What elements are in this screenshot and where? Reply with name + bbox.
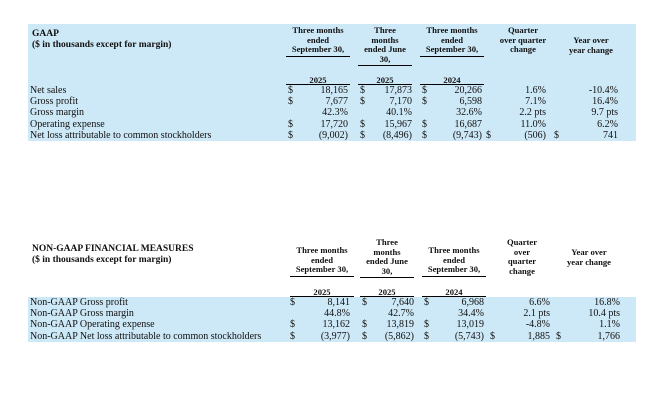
gaap-cell-v2: 40.1% (386, 107, 412, 119)
nongaap-cell-v3: 13,019 (456, 319, 484, 331)
nongaap-cell-v5: 1.1% (599, 319, 620, 331)
gaap-cell-v3: 16,687 (454, 118, 482, 130)
gaap-row-label: Gross profit (30, 96, 79, 108)
gaap-cell-s3: $ (422, 96, 427, 108)
nongaap-cell-s5: $ (556, 330, 561, 342)
gaap-cell-v5: 9.7 pts (591, 107, 618, 119)
nongaap-cell-v4: 6.6% (529, 297, 550, 308)
gaap-cell-v4: (506) (524, 129, 546, 141)
nongaap-year-1: 2025 (313, 287, 331, 297)
gaap-cell-v4: 1.6% (525, 85, 546, 96)
gaap-cell-v1: 17,720 (320, 118, 348, 130)
nongaap-row-label: Non-GAAP Gross margin (30, 308, 134, 320)
gaap-cell-v4: 2.2 pts (519, 107, 546, 119)
gaap-table-row (28, 85, 636, 96)
gaap-col-q3-2025: Three months ended September 30, (286, 26, 350, 57)
gaap-year-3: 2024 (443, 75, 461, 85)
nongaap-cell-v2: 13,819 (386, 319, 414, 331)
nongaap-cell-v3: 6,968 (461, 297, 484, 308)
gaap-row-label: Operating expense (30, 118, 105, 130)
gaap-cell-v3: 20,266 (454, 85, 482, 96)
gaap-cell-v4: 7.1% (525, 96, 546, 108)
nongaap-col-q3-2025: Three months ended September 30, (290, 246, 354, 277)
gaap-cell-v5: 16.4% (592, 96, 618, 108)
gaap-cell-v5: 6.2% (597, 118, 618, 130)
nongaap-cell-s1: $ (290, 297, 295, 308)
gaap-cell-v5: -10.4% (588, 85, 618, 96)
nongaap-cell-v2: (5,862) (384, 330, 414, 342)
gaap-table-row (28, 119, 636, 130)
nongaap-cell-v3: (5,743) (454, 330, 484, 342)
nongaap-header (28, 236, 636, 287)
gaap-cell-v2: 7,170 (389, 96, 412, 108)
gaap-cell-s5: $ (554, 129, 559, 141)
gaap-cell-s1: $ (288, 85, 293, 96)
nongaap-col-qoq: Quarter over quarter change (506, 237, 538, 276)
gaap-cell-v2: (8,496) (382, 129, 412, 141)
nongaap-cell-s3: $ (424, 319, 429, 331)
gaap-cell-s2: $ (360, 96, 365, 108)
nongaap-cell-s2: $ (362, 319, 367, 331)
nongaap-cell-v5: 16.8% (594, 297, 620, 308)
nongaap-row-label: Non-GAAP Operating expense (30, 319, 155, 331)
nongaap-table-row (28, 308, 636, 319)
gaap-cell-s2: $ (360, 129, 365, 141)
nongaap-cell-s2: $ (362, 330, 367, 342)
nongaap-years (28, 287, 636, 297)
nongaap-year-3: 2024 (445, 287, 463, 297)
gaap-col-q2-2025: Three months ended June 30, (358, 26, 412, 66)
gaap-col-q3-2024: Three months ended September 30, (420, 26, 484, 57)
gaap-cell-s4: $ (486, 129, 491, 141)
nongaap-row-label: Non-GAAP Net loss attributable to common stockholders (30, 330, 262, 342)
gaap-row-label: Gross margin (30, 107, 84, 119)
nongaap-col-yoy: Year over year change (567, 247, 611, 267)
nongaap-cell-s2: $ (362, 297, 367, 308)
nongaap-cell-v2: 42.7% (388, 308, 414, 320)
nongaap-cell-v4: -4.8% (525, 319, 550, 331)
nongaap-table-row (28, 331, 636, 342)
gaap-cell-s2: $ (360, 85, 365, 96)
nongaap-cell-s1: $ (290, 330, 295, 342)
gaap-year-1: 2025 (309, 75, 327, 85)
nongaap-cell-s3: $ (424, 297, 429, 308)
nongaap-cell-v5: 1,766 (597, 330, 620, 342)
gaap-cell-v3: 6,598 (459, 96, 482, 108)
gaap-years (28, 75, 636, 85)
gaap-table-row (28, 130, 636, 141)
gaap-table-row (28, 107, 636, 118)
gaap-rows (28, 85, 636, 141)
gaap-cell-v4: 11.0% (520, 118, 546, 130)
gaap-col-qoq: Quarter over quarter change (499, 25, 547, 55)
nongaap-cell-v1: 13,162 (322, 319, 350, 331)
gaap-cell-v1: (9,002) (318, 129, 348, 141)
nongaap-cell-v5: 10.4 pts (588, 308, 620, 320)
gaap-cell-v2: 17,873 (384, 85, 412, 96)
nongaap-col-q3-2024: Three months ended September 30, (422, 246, 486, 277)
nongaap-cell-s4: $ (490, 330, 495, 342)
nongaap-title: NON-GAAP FINANCIAL MEASURES ($ in thousands except for margin) (32, 244, 194, 265)
gaap-cell-s1: $ (288, 96, 293, 108)
gaap-cell-s1: $ (288, 118, 293, 130)
gaap-cell-v1: 42.3% (322, 107, 348, 119)
nongaap-cell-v3: 34.4% (458, 308, 484, 320)
nongaap-cell-v4: 2.1 pts (523, 308, 550, 320)
nongaap-table-row (28, 297, 636, 308)
gaap-cell-v1: 7,677 (325, 96, 348, 108)
nongaap-cell-v1: 8,141 (327, 297, 350, 308)
nongaap-cell-v4: 1,885 (527, 330, 550, 342)
gaap-header (28, 24, 636, 75)
nongaap-row-label: Non-GAAP Gross profit (30, 297, 128, 308)
nongaap-cell-s1: $ (290, 319, 295, 331)
nongaap-cell-s3: $ (424, 330, 429, 342)
gaap-row-label: Net loss attributable to common stockholders (30, 129, 212, 141)
nongaap-col-q2-2025: Three months ended June 30, (360, 238, 414, 278)
gaap-cell-s1: $ (288, 129, 293, 141)
gaap-cell-v3: (9,743) (452, 129, 482, 141)
gaap-cell-v1: 18,165 (320, 85, 348, 96)
gaap-cell-s3: $ (422, 85, 427, 96)
gaap-row-label: Net sales (30, 85, 67, 96)
gaap-year-2: 2025 (376, 75, 394, 85)
nongaap-year-2: 2025 (378, 287, 396, 297)
nongaap-cell-v1: (3,977) (320, 330, 350, 342)
gaap-col-yoy: Year over year change (569, 35, 613, 55)
nongaap-rows (28, 297, 636, 342)
gaap-title: GAAP ($ in thousands except for margin) (32, 29, 172, 50)
nongaap-cell-v2: 7,640 (391, 297, 414, 308)
gaap-cell-v3: 32.6% (456, 107, 482, 119)
gaap-cell-s3: $ (422, 118, 427, 130)
gaap-cell-s3: $ (422, 129, 427, 141)
gaap-cell-s2: $ (360, 118, 365, 130)
nongaap-cell-v1: 44.8% (324, 308, 350, 320)
gaap-cell-v5: 741 (603, 129, 618, 141)
gaap-table-row (28, 96, 636, 107)
gaap-cell-v2: 15,967 (384, 118, 412, 130)
nongaap-table (28, 236, 636, 342)
gaap-table (28, 24, 636, 141)
nongaap-table-row (28, 319, 636, 330)
